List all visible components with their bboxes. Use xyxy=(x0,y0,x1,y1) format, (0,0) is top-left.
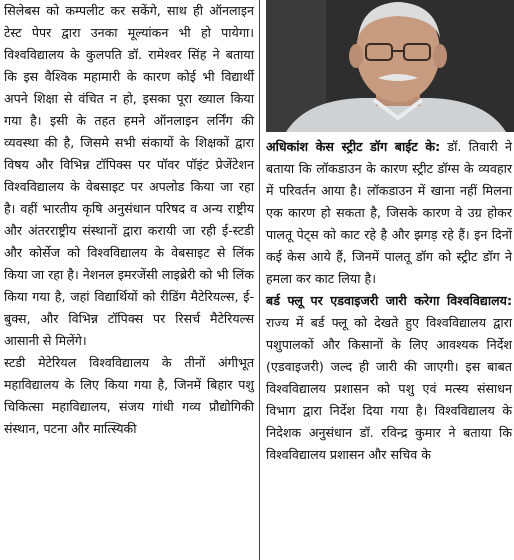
column-divider xyxy=(259,0,260,560)
section-bird-flu xyxy=(266,290,512,466)
section-text-street-dog: डॉ. तिवारी ने बताया कि लॉकडाउन के कारण स्ट्रीट डॉग्स के व्यवहार में परिवर्तन आया है। लॉकडाउन में खाना नहीं मिलना एक कारण हो सकता है, जिसके कारण वे उग्र होकर पालतू पेट्स को काट रहे है और झगड़ रहे हैं। इन दिनों कई केस आये हैं, जिनमें पालतू डॉग को स्ट्रीट डॉग ने हमला कर काट लिया है। xyxy=(266,139,512,286)
left-article-column xyxy=(4,0,254,440)
person-photo xyxy=(266,0,514,132)
portrait-image xyxy=(266,0,514,132)
section-heading-bird-flu: बर्ड फ्लू पर एडवाइजरी जारी करेगा विश्वविद्यालय: xyxy=(266,293,512,308)
section-text-bird-flu: राज्य में बर्ड फ्लू को देखते हुए विश्वविद्यालय द्वारा पशुपालकों और किसानों के लिए आवश्यक निर्देश (एडवाइजरी) जल्द ही जारी की जाएगी। इस बाबत विश्वविद्यालय प्रशासन को पशु एवं मत्स्य संसाधन विभाग द्वारा निर्देश दिया गया है। विश्वविद्यालय के निदेशक अनुसंधान डॉ. रविन्द्र कुमार ने बताया कि विश्वविद्यालय प्रशासन और सचिव के xyxy=(266,315,512,462)
right-article-column xyxy=(266,136,512,466)
left-paragraph-2: स्टडी मेटेरियल विश्वविद्यालय के तीनों अंगीभूत महाविद्यालय के लिए किया गया है, जिनमें बिहार पशु चिकित्सा महाविद्यालय, संजय गांधी गव्य प्रौद्योगिकी संस्थान, पटना और मात्स्यिकी xyxy=(4,355,254,436)
section-street-dog xyxy=(266,136,512,290)
section-heading-street-dog: अधिकांश केस स्ट्रीट डॉग बाईट के: xyxy=(266,139,441,154)
left-paragraph-1: सिलेबस को कम्पलीट कर सकेंगे, साथ ही ऑनलाइन टेस्ट पेपर द्वारा उनका मूल्यांकन भी हो पायेगा। विश्वविद्यालय के कुलपति डॉ. रामेश्वर सिंह ने बताया कि इस वैश्विक महामारी के कारण कोई भी विद्यार्थी अपने शिक्षा से वंचित न हो, इसका पूरा ख्याल किया गया है। इसी के तहत हमने ऑनलाइन लर्निंग की व्यवस्था की है, जिसमे सभी संकायों के शिक्षकों द्वारा विषय और विभिन्न टॉपिक्स पर पॉवर पॉइंट प्रेजेंटेशन विश्वविद्यालय के वेबसाइट पर अपलोड किया जा रहा है। वहीं भारतीय कृषि अनुसंधान परिषद व अन्य राष्ट्रीय और अंतरराष्ट्रीय संस्थानों द्वारा करायी जा रही ई-स्टडी और कोर्सेज को विश्वविद्यालय के वेबसाइट से लिंक किया जा रहा है। नेशनल इमरजेंसी लाइब्रेरी को भी लिंक किया गया है, जहां विद्यार्थियों को रीडिंग मैटेरियल्स, ई-बुक्स, और विभिन्न टॉपिक्स पर रिसर्च मैटेरियल्स आसानी से मिलेंगे। xyxy=(4,3,254,348)
